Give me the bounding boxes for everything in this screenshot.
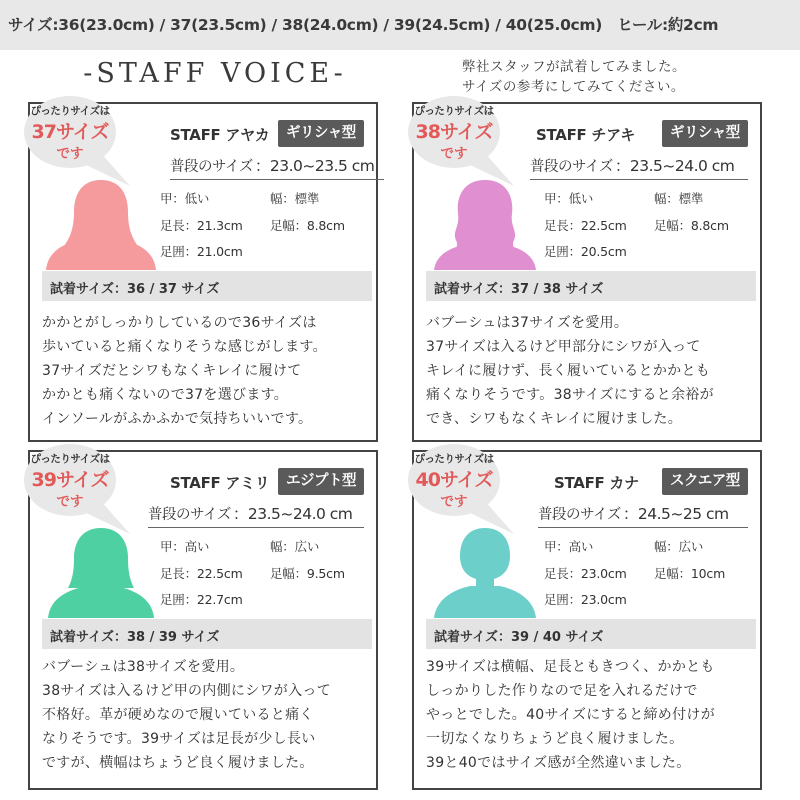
staff-name: STAFF チアキ <box>536 126 635 144</box>
staff-voice-title: -STAFF VOICE- <box>83 58 347 89</box>
staff-card-ayaka <box>28 102 378 442</box>
fit-size-label: ぴったりサイズは <box>30 453 110 465</box>
comment-line: 37サイズだとシワもなくキレイに履けて <box>42 363 302 379</box>
usual-size-label: 普段のサイズ <box>148 507 231 523</box>
foot-width-spec: 足幅：10cm <box>654 566 726 581</box>
fit-size-suffix: です <box>56 146 84 162</box>
usual-size-label: 普段のサイズ <box>530 159 613 175</box>
staff-comment <box>426 655 761 775</box>
foot-width-spec: 足幅：8.8cm <box>270 218 345 233</box>
woman-long-hair-icon <box>46 180 156 270</box>
instep-spec: 甲：高い <box>544 539 594 554</box>
size-info-bar <box>0 0 800 50</box>
staff-comment <box>426 311 761 431</box>
instep-spec: 甲：低い <box>544 191 594 206</box>
fit-size-label: ぴったりサイズは <box>30 105 110 117</box>
foot-type-tag: ギリシャ型 <box>662 120 748 147</box>
fit-size-badge <box>402 438 532 536</box>
foot-type-tag: ギリシャ型 <box>278 120 364 147</box>
fit-size-value: 38サイズ <box>415 121 493 143</box>
staff-card-chiaki <box>412 102 762 442</box>
foot-length-spec: 足長：21.3cm <box>160 218 243 233</box>
tried-size-bar <box>42 271 372 301</box>
usual-size-label: 普段のサイズ <box>538 507 621 523</box>
staff-card-amiri <box>28 450 378 790</box>
foot-girth-spec: 足囲：20.5cm <box>544 244 627 259</box>
usual-size-row <box>170 154 384 180</box>
foot-girth-spec: 足囲：23.0cm <box>544 592 627 607</box>
fit-size-value: 39サイズ <box>31 469 109 491</box>
instep-spec: 甲：高い <box>160 539 210 554</box>
tried-size-bar <box>426 271 756 301</box>
foot-type-tag: スクエア型 <box>662 468 748 495</box>
width-spec: 幅：広い <box>270 539 320 554</box>
staff-voice-note-line: 弊社スタッフが試着してみました。 <box>462 59 686 75</box>
fit-size-badge <box>402 90 532 188</box>
comment-line: 39サイズは横幅、足長ともきつく、かかとも <box>426 659 715 675</box>
fit-size-badge <box>18 90 148 188</box>
fit-size-suffix: です <box>56 494 84 510</box>
instep-spec: 甲：低い <box>160 191 210 206</box>
person-short-hair-icon <box>430 528 540 618</box>
foot-length-spec: 足長：22.5cm <box>544 218 627 233</box>
tried-size-text: 試着サイズ：38 / 39 サイズ <box>50 630 220 645</box>
comment-line: インソールがふかふかで気持ちいいです。 <box>42 411 313 427</box>
fit-size-badge <box>18 438 148 536</box>
foot-type-tag: エジプト型 <box>278 468 364 495</box>
tried-size-text: 試着サイズ：36 / 37 サイズ <box>50 282 220 297</box>
staff-comment <box>42 655 377 775</box>
comment-line: バブーシュは38サイズを愛用。 <box>42 659 245 675</box>
comment-line: かかとがしっかりしているので36サイズは <box>42 315 317 331</box>
comment-line: やっとでした。40サイズにすると締め付けが <box>426 707 715 723</box>
usual-size-value: ：24.5~25 cm <box>622 505 729 523</box>
comment-line: 歩いていると痛くなりそうな感じがします。 <box>42 339 327 355</box>
width-spec: 幅：標準 <box>654 191 704 206</box>
usual-size-value: ：23.0~23.5 cm <box>254 157 375 175</box>
comment-line: でき、シワもなくキレイに履けました。 <box>426 411 682 427</box>
comment-line: キレイに履けず、長く履いているとかかとも <box>426 363 711 379</box>
width-spec: 幅：広い <box>654 539 704 554</box>
fit-size-value: 40サイズ <box>415 469 493 491</box>
foot-width-spec: 足幅：9.5cm <box>270 566 345 581</box>
woman-wavy-hair-icon <box>430 180 540 270</box>
usual-size-row <box>148 502 364 528</box>
foot-girth-spec: 足囲：21.0cm <box>160 244 243 259</box>
comment-line: 痛くなりそうです。38サイズにすると余裕が <box>426 387 714 403</box>
comment-line: なりそうです。39サイズは足長が少し長い <box>42 731 316 747</box>
foot-length-spec: 足長：23.0cm <box>544 566 627 581</box>
comment-line: 一切なくなりちょうど良く履けました。 <box>426 731 684 747</box>
usual-size-row <box>538 502 748 528</box>
fit-size-label: ぴったりサイズは <box>414 105 494 117</box>
comment-line: 38サイズは入るけど甲の内側にシワが入って <box>42 683 331 699</box>
foot-length-spec: 足長：22.5cm <box>160 566 243 581</box>
tried-size-bar <box>426 619 756 649</box>
fit-size-value: 37サイズ <box>31 121 109 143</box>
comment-line: 37サイズは入るけど甲部分にシワが入って <box>426 339 701 355</box>
staff-card-kana <box>412 450 762 790</box>
foot-width-spec: 足幅：8.8cm <box>654 218 729 233</box>
comment-line: ですが、横幅はちょうど良く履けました。 <box>42 755 314 771</box>
foot-girth-spec: 足囲：22.7cm <box>160 592 243 607</box>
usual-size-value: ：23.5~24.0 cm <box>232 505 353 523</box>
tried-size-text: 試着サイズ：39 / 40 サイズ <box>434 630 604 645</box>
comment-line: しっかりした作りなので足を入れるだけで <box>426 683 698 699</box>
size-info-text: サイズ:36(23.0cm) / 37(23.5cm) / 38(24.0cm) / 39(24.5cm) / 40(25.0cm) ヒール:約2cm <box>8 16 719 34</box>
comment-line: 不格好。革が硬めなので履いていると痛く <box>42 707 314 723</box>
comment-line: バブーシュは37サイズを愛用。 <box>426 315 629 331</box>
staff-comment <box>42 311 377 431</box>
fit-size-suffix: です <box>440 494 468 510</box>
comment-line: かかとも痛くないので37を選びます。 <box>42 387 289 403</box>
staff-voice-note-line: サイズの参考にしてみてください。 <box>462 79 685 95</box>
comment-line: 39と40ではサイズ感が全然違いました。 <box>426 755 691 771</box>
staff-name: STAFF アヤカ <box>170 126 270 144</box>
staff-name: STAFF カナ <box>554 474 639 492</box>
staff-name: STAFF アミリ <box>170 474 270 492</box>
usual-size-row <box>530 154 748 180</box>
fit-size-label: ぴったりサイズは <box>414 453 494 465</box>
fit-size-suffix: です <box>440 146 468 162</box>
woman-medium-hair-icon <box>46 528 156 618</box>
tried-size-bar <box>42 619 372 649</box>
usual-size-label: 普段のサイズ <box>170 159 253 175</box>
tried-size-text: 試着サイズ：37 / 38 サイズ <box>434 282 604 297</box>
width-spec: 幅：標準 <box>270 191 320 206</box>
usual-size-value: ：23.5~24.0 cm <box>614 157 735 175</box>
